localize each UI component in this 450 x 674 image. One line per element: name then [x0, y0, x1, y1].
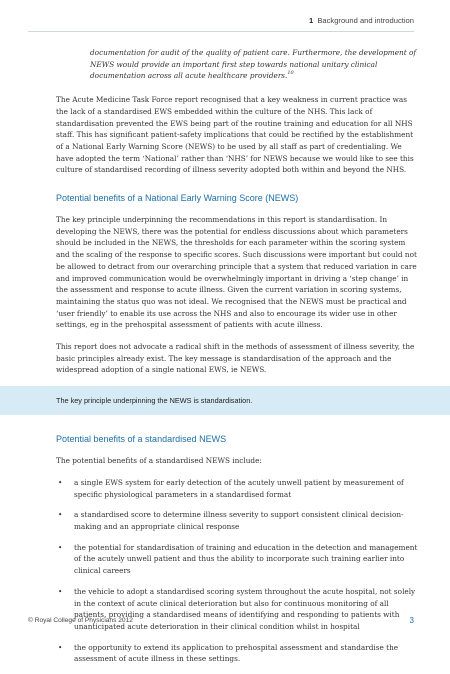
- section1-paragraph: The key principle underpinning the recommendations in this report is standardisation. In developing the NEWS, there was the potential for endless discussions about which parameters should be included in the NEWS, the thresholds for each parameter within the scoring system and the scaling of the response to specific scores. Such discussions were important but could not be allowed to detract from our overarching principle that a system that reduced variation in care and improved communication would be overwhelmingly important in driving a ‘step change’ in the assessment and response to acute illness. Given the current variation in scoring systems, maintaining the status quo was not ideal. We recognised that the NEWS must be practical and ‘user friendly’ to enable its use across the NHS and also to encourage its wider use in other settings, eg in the prehospital assessment of patients with acute illness.: [56, 215, 417, 330]
- benefits-list: [56, 477, 418, 665]
- list-item-text: a standardised score to determine illness severity to support consistent clinical decision-making and an appropriate clinical response: [74, 510, 404, 531]
- bullet-marker: •: [58, 586, 63, 596]
- section-title: Background and introduction: [317, 16, 414, 25]
- bullet-marker: •: [58, 542, 63, 552]
- header-divider: [28, 31, 414, 32]
- section-number: 1: [308, 16, 314, 25]
- list-item-text: the opportunity to extend its application to prehospital assessment and standardise the assessment of acute illness in these settings.: [74, 642, 399, 664]
- page-body: [56, 47, 418, 674]
- footnote-ref: 10: [287, 70, 294, 77]
- list-item: [56, 586, 418, 633]
- list-item-text: the potential for standardisation of training and education in the detection and management of the acutely unwell patient and thus the ability to incorporate such training earlier into clinical careers: [74, 542, 418, 576]
- list-item-text: the vehicle to adopt a standardised scoring system throughout the acute hospital, not solely in the context of acute clinical deterioration but also for continuous monitoring of all patients, providing a standardised means of identifying and responding to patients with unanticipated acute deterioration in their clinical condition whilst in hospital: [74, 586, 416, 631]
- page-number: 3: [409, 616, 414, 625]
- list-item: [56, 642, 418, 665]
- list-item: [56, 477, 418, 500]
- benefits-intro: The potential benefits of a standardised NEWS include:: [56, 456, 262, 466]
- running-header: [309, 16, 414, 25]
- section1-paragraph: This report does not advocate a radical shift in the methods of assessment of illness severity, the basic principles already exist. The key message is standardisation of the approach and the widespread adoption of a single national EWS, ie NEWS.: [56, 342, 415, 375]
- copyright-notice: © Royal College of Physicians 2012: [28, 617, 133, 624]
- section-heading-national-news: Potential benefits of a National Early Warning Score (NEWS): [56, 193, 299, 204]
- quote-paragraph: [90, 47, 418, 82]
- bullet-marker: •: [58, 510, 63, 520]
- key-principle-callout: The key principle underpinning the NEWS is standardisation.: [0, 386, 450, 415]
- intro-paragraph: The Acute Medicine Task Force report recognised that a key weakness in current practice was the lack of a standardised EWS embedded within the culture of the NHS. This lack of standardisation prevented the EWS being part of the routine training and education for all NHS staff. This has significant patient-safety implications that could be rectified by the establishment of a National Early Warning Score (NEWS) to be used by all staff as part of credentialing. We have adopted the term ‘National’ rather than ‘NHS’ for NEWS because we would like to see this culture of standardised recording of illness severity adopted both within and beyond the NHS.: [56, 95, 414, 175]
- quote-text: documentation for audit of the quality of patient care. Furthermore, the development of NEWS would provide an important first step towards national unitary clinical documentation across all acute healthcare providers.: [90, 48, 417, 81]
- list-item-text: a single EWS system for early detection of the acutely unwell patient by measurement of specific physiological parameters in a standardised format: [74, 477, 404, 499]
- bullet-marker: •: [58, 642, 63, 652]
- list-item: [56, 542, 418, 577]
- page-footer: [28, 617, 414, 624]
- list-item: [56, 509, 418, 532]
- bullet-marker: •: [58, 477, 63, 487]
- section-heading-standardised-news: Potential benefits of a standardised NEWS: [56, 434, 227, 445]
